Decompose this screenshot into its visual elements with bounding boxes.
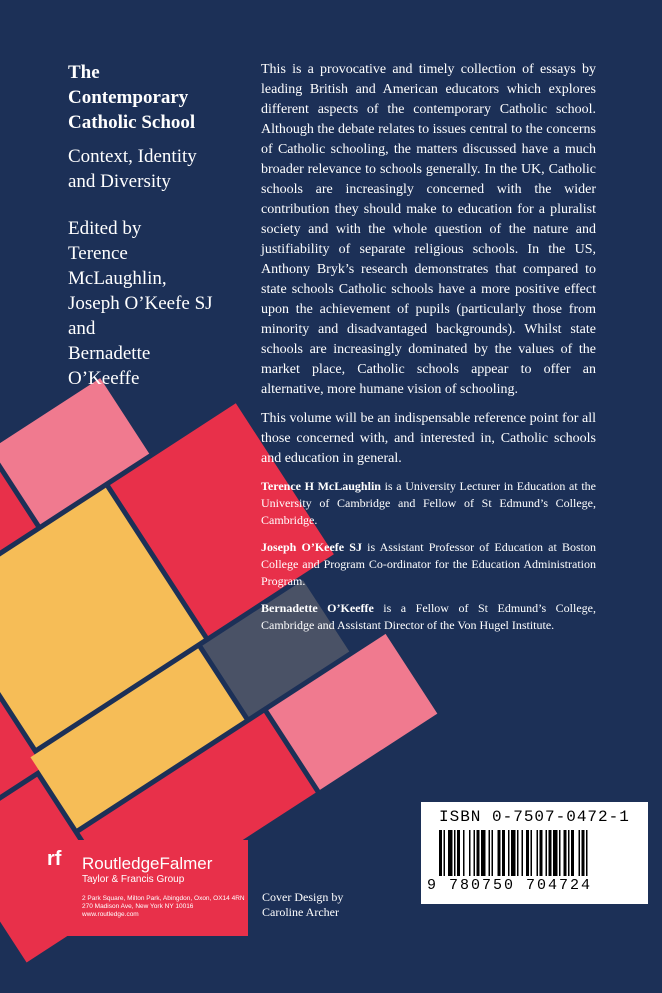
book-subtitle: Context, Identity and Diversity: [68, 146, 197, 192]
isbn-text: ISBN 0-7507-0472-1: [439, 808, 630, 826]
barcode-bar: [477, 830, 480, 876]
barcode-lead-digit: 9: [427, 877, 437, 894]
barcode-bar: [469, 830, 471, 876]
barcode-bar: [526, 830, 529, 876]
barcode-bar: [444, 830, 446, 876]
barcode-bar: [474, 830, 476, 876]
barcode-bar: [522, 830, 524, 876]
barcode-bar: [568, 830, 570, 876]
blurb-paragraph: This is a provocative and timely collection of essays by leading British and American educators which explores different aspects of the contemporary Catholic school. Although the debate relates to issues central to the concerns of Catholic schooling, the matters discussed have a much broader relevance to schools generally. In the UK, Catholic schools are increasingly concerned with the wider contribution they should make to education for a pluralist society and with the whole question of the nature and justifiability of separate religious schools. In the US, Anthony Bryk’s research demonstrates that compared to state schools Catholic schools have a more positive effect upon the achievement of pupils (particularly those from minority and disadvantaged backgrounds). Whilst state schools are increasingly dominated by the values of the market place, Catholic schools appear to offer an alternative, more humane vision of schooling.: [261, 62, 596, 397]
barcode-bar: [457, 830, 460, 876]
barcode-bar: [489, 830, 491, 876]
barcode-bar: [439, 830, 442, 876]
barcode-bars: [439, 830, 635, 876]
publisher-address: 2 Park Square, Milton Park, Abingdon, Oxon, OX14 4RN 270 Madison Ave, New York NY 10016 www.routledge.com: [82, 895, 245, 918]
barcode-bar: [553, 830, 558, 876]
barcode-bar: [559, 830, 561, 876]
bio: Terence H McLaughlin is a University Lecturer in Education at the University of Cambridge and Fellow of St Edmund’s College, Cambridge.: [261, 479, 596, 527]
barcode-bar: [564, 830, 567, 876]
author-bios: [261, 478, 596, 634]
barcode-bar: [540, 830, 543, 876]
publisher-name: RoutledgeFalmer: [82, 854, 213, 873]
blurb: [261, 60, 596, 644]
editors: Edited by Terence McLaughlin, Joseph O’Keefe SJ and Bernadette O’Keeffe: [68, 218, 213, 389]
publisher-logo-icon: rf: [47, 848, 62, 870]
isbn-barcode: [421, 802, 648, 904]
barcode-bar: [546, 830, 548, 876]
cover-credit: Cover Design by Caroline Archer: [262, 890, 344, 919]
bio-name: Terence H McLaughlin: [261, 479, 381, 493]
barcode-bar: [454, 830, 456, 876]
bio-name: Bernadette O’Keeffe: [261, 601, 374, 615]
barcode-bar: [537, 830, 539, 876]
barcode-digits: 780750 704724: [449, 877, 593, 894]
barcode-bar: [571, 830, 574, 876]
barcode-bar: [511, 830, 516, 876]
blurb-paragraph: This volume will be an indispensable reference point for all those concerned with, and interested in, Catholic schools and education in general.: [261, 411, 596, 466]
barcode-bar: [579, 830, 581, 876]
barcode-bar: [492, 830, 494, 876]
title-block: [68, 60, 248, 391]
barcode-bar: [531, 830, 533, 876]
barcode-bar: [481, 830, 486, 876]
bio-name: Joseph O’Keefe SJ: [261, 540, 362, 554]
bio: Bernadette O’Keeffe is a Fellow of St Edmund’s College, Cambridge and Assistant Director of the Von Hugel Institute.: [261, 601, 596, 632]
book-title: The Contemporary Catholic School: [68, 62, 196, 133]
barcode-bar: [502, 830, 505, 876]
publisher-box: [37, 840, 248, 936]
barcode-bar: [498, 830, 501, 876]
barcode-bar: [582, 830, 585, 876]
barcode-bar: [448, 830, 453, 876]
barcode-bar: [517, 830, 519, 876]
barcode-bar: [549, 830, 552, 876]
barcode-bar: [508, 830, 510, 876]
publisher-group: Taylor & Francis Group: [82, 874, 185, 885]
barcode-bar: [463, 830, 465, 876]
bio: Joseph O’Keefe SJ is Assistant Professor of Education at Boston College and Program Co-ordinator for the Education Administration Program.: [261, 540, 597, 588]
barcode-bar: [586, 830, 588, 876]
